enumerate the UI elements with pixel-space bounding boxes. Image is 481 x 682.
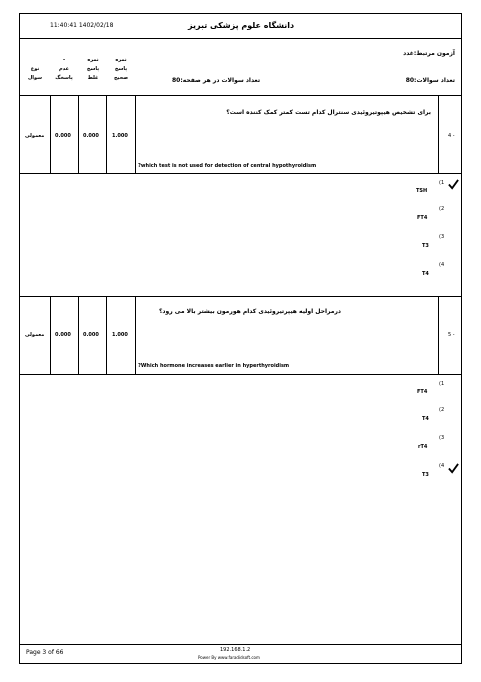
score-wrong: 0.000	[83, 133, 99, 139]
score-correct: 1.000	[112, 133, 128, 139]
page-indicator: Page 3 of 66	[26, 649, 64, 656]
question-number: 4 -	[448, 133, 455, 139]
question-5-row	[20, 296, 461, 375]
option-text: FT4	[417, 215, 428, 221]
university-title: دانشگاه علوم پزشکی تبریز	[188, 21, 295, 30]
option-text: T4	[422, 416, 429, 422]
option-text: FT4	[417, 389, 428, 395]
question-text-en: ?which test is not used for detection of central hypothyroidism	[138, 163, 317, 169]
question-number: 5 -	[448, 332, 455, 338]
question-text-fa: درمراحل اولیه هیپرتیروئیدی کدام هورمون بیشتر بالا می رود؟	[158, 308, 341, 315]
score-none: 0.000	[55, 133, 71, 139]
option-number: (3	[439, 435, 445, 441]
option-text: T4	[422, 271, 429, 277]
check-icon	[448, 179, 459, 190]
col-wrong-header: نمره پاسخ غلط	[86, 57, 100, 81]
score-correct: 1.000	[112, 332, 128, 338]
header-divider	[20, 38, 461, 39]
question-type: معمولی	[25, 133, 45, 139]
col-none-header: - عدم پاسخگ	[55, 57, 73, 81]
exam-title: آزمون مرتبط:غدد	[403, 50, 455, 57]
question-text-fa: برای تشخیص هیپوتیروئیدی سنترال کدام تست کمتر کمک کننده است؟	[226, 109, 431, 116]
option-text: T3	[422, 243, 429, 249]
question-type: معمولی	[25, 332, 45, 338]
footer-ip: 192.168.1.2	[220, 647, 251, 653]
option-text: T3	[422, 472, 429, 478]
option-number: (4	[439, 463, 445, 469]
total-count: تعداد سوالات:80	[405, 77, 455, 84]
option-text: TSH	[416, 188, 428, 194]
option-number: (3	[439, 234, 445, 240]
score-wrong: 0.000	[83, 332, 99, 338]
question-4-row	[20, 95, 461, 174]
col-correct-header: نمره پاسخ صحیح	[113, 57, 129, 81]
exam-page	[19, 13, 462, 664]
per-page-count: تعداد سوالات در هر صفحه:80	[172, 77, 261, 84]
option-text: rT4	[418, 444, 428, 450]
question-5-options	[20, 377, 461, 497]
col-type-header: نوع سوال	[27, 66, 43, 81]
check-icon	[448, 463, 459, 474]
option-number: (2	[439, 407, 445, 413]
footer-divider	[20, 644, 461, 645]
question-text-en: ?Which hormone increases earlier in hyperthyroidism	[138, 363, 290, 369]
score-none: 0.000	[55, 332, 71, 338]
option-number: (1	[439, 180, 445, 186]
option-number: (4	[439, 262, 445, 268]
header-datetime: 11:40:41 1402/02/18	[50, 22, 114, 29]
question-4-options	[20, 176, 461, 296]
footer-power-link[interactable]: Power By www.faradidsoft.com	[198, 655, 260, 660]
option-number: (2	[439, 206, 445, 212]
option-number: (1	[439, 381, 445, 387]
